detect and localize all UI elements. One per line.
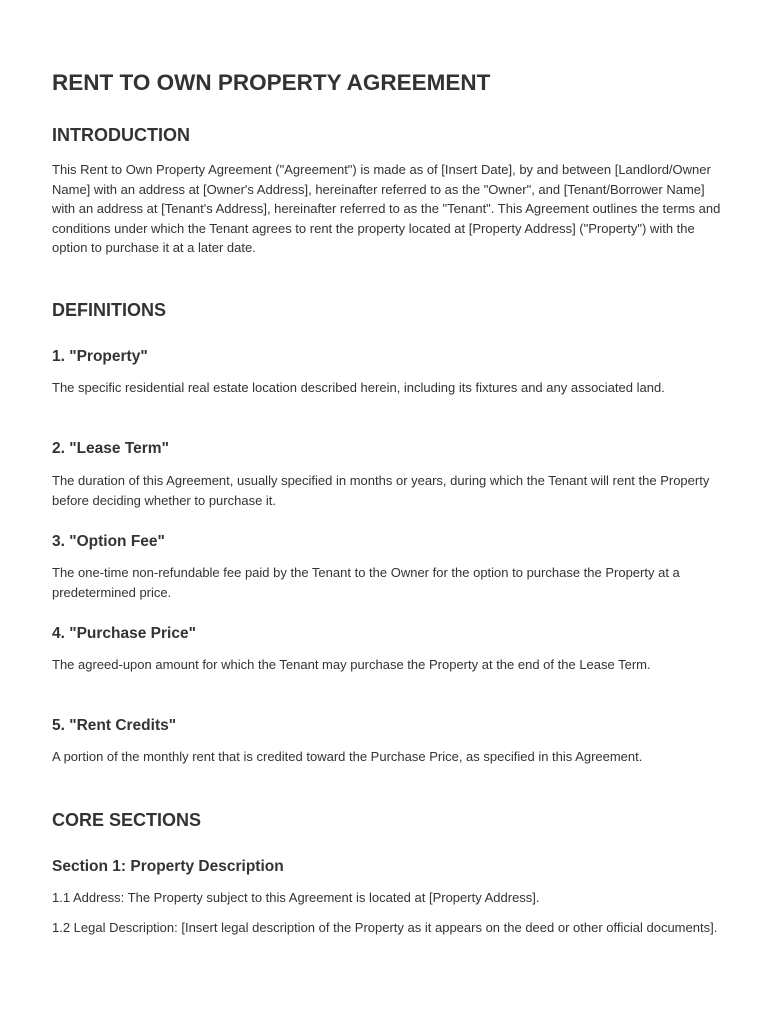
definition-text-rent-credits: A portion of the monthly rent that is credited toward the Purchase Price, as specified in this Agreement. [52,749,643,764]
definition-text-option-fee: The one-time non-refundable fee paid by the Tenant to the Owner for the option to purchase the Property at a predetermined price. [52,565,680,600]
definition-title-rent-credits: 5. "Rent Credits" [52,717,177,734]
definition-title-option-fee: 3. "Option Fee" [52,533,165,550]
definition-title-lease-term: 2. "Lease Term" [52,440,169,457]
introduction-text: This Rent to Own Property Agreement ("Agreement") is made as of [Insert Date], by and between [Landlord/Owner Name] with an address at [Owner's Address], hereinafter referred to as the "Owner", and [Tenant/Borrower Name] with an address at [Tenant's Address], hereinafter referred to as the "Tenant". This Agreement outlines the terms and conditions under which the Tenant agrees to rent the property located at [Property Address] ("Property") with the option to purchase it at a later date. [52,162,721,255]
section-1-clause-1: 1.1 Address: The Property subject to this Agreement is located at [Property Address]. [52,890,540,905]
definition-text-purchase-price: The agreed-upon amount for which the Tenant may purchase the Property at the end of the Lease Term. [52,657,651,672]
definition-text-lease-term: The duration of this Agreement, usually specified in months or years, during which the Tenant will rent the Property before deciding whether to purchase it. [52,473,710,508]
definition-title-purchase-price: 4. "Purchase Price" [52,625,196,642]
section-1-clause-2: 1.2 Legal Description: [Insert legal description of the Property as it appears on the deed or other official documents]. [52,920,718,935]
definition-title-property: 1. "Property" [52,348,148,365]
document-title: RENT TO OWN PROPERTY AGREEMENT [52,70,491,95]
definition-text-property: The specific residential real estate location described herein, including its fixtures and any associated land. [52,380,665,395]
section-1-title: Section 1: Property Description [52,858,284,875]
definitions-heading: DEFINITIONS [52,300,167,320]
introduction-heading: INTRODUCTION [52,125,190,145]
core-sections-heading: CORE SECTIONS [52,810,202,830]
